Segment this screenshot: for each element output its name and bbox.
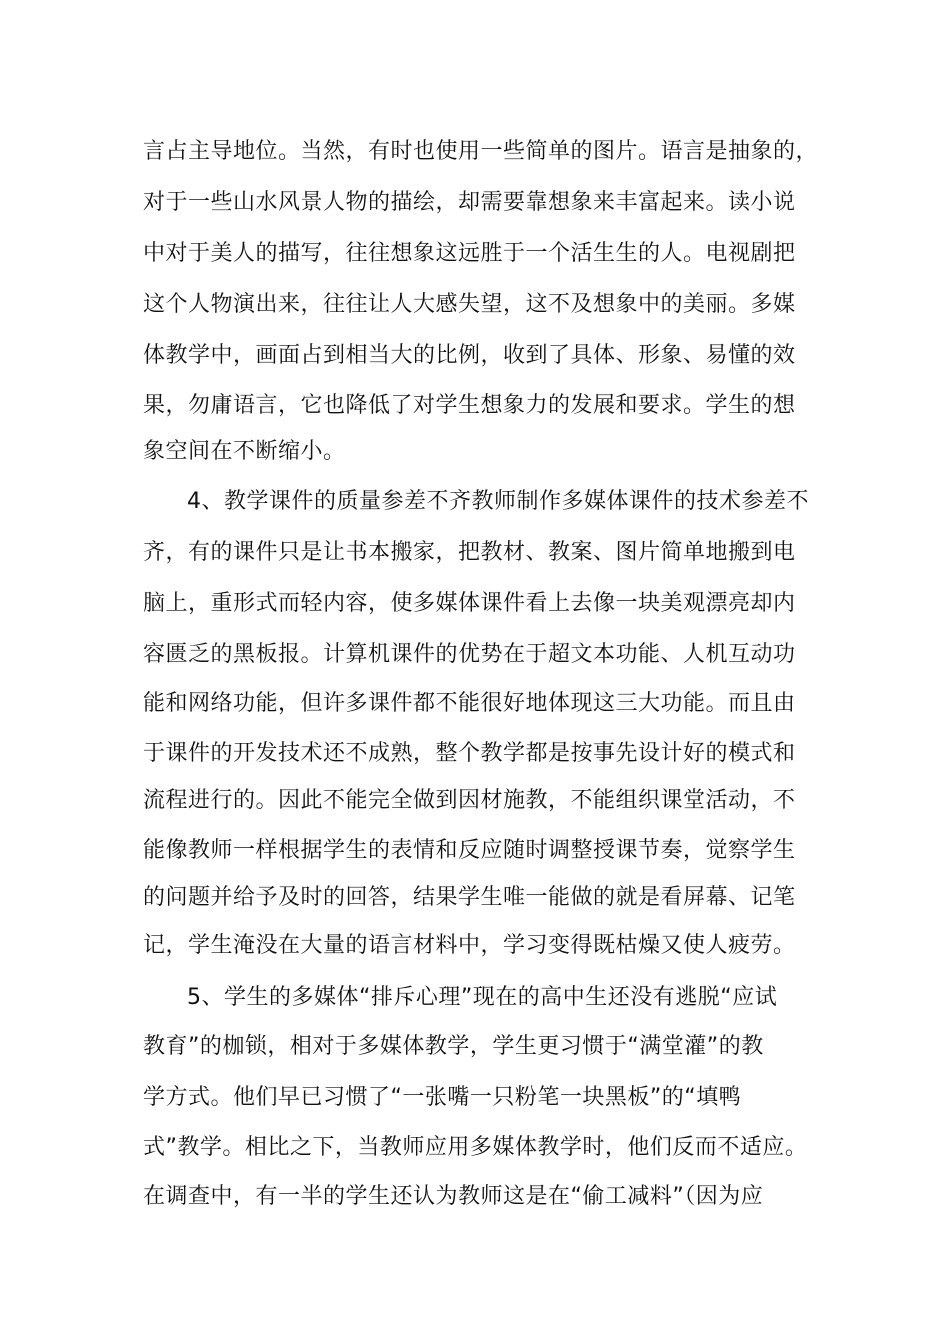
text-line: 容匮乏的黑板报。计算机课件的优势在于超文本功能、人机互动功 xyxy=(143,642,796,667)
paragraph-4-heading-line: 4、教学课件的质量参差不齐教师制作多媒体课件的技术参差不 xyxy=(187,489,809,514)
text-line: 齐，有的课件只是让书本搬家，把教材、教案、图片简单地搬到电 xyxy=(143,540,796,565)
text-line: 能和网络功能，但许多课件都不能很好地体现这三大功能。而且由 xyxy=(143,691,796,716)
text-line: 于课件的开发技术还不成熟，整个教学都是按事先设计好的模式和 xyxy=(143,741,796,766)
text-line: 象空间在不断缩小。 xyxy=(143,439,346,464)
text-line: 这个人物演出来，往往让人大感失望，这不及想象中的美丽。多媒 xyxy=(143,292,796,317)
paragraph-5-heading-line: 5、学生的多媒体“排斥心理”现在的高中生还没有逃脱“应试 xyxy=(187,985,778,1010)
text-line: 果，勿庸语言，它也降低了对学生想象力的发展和要求。学生的想 xyxy=(143,393,796,418)
text-line: 的问题并给予及时的回答，结果学生唯一能做的就是看屏幕、记笔 xyxy=(143,885,796,910)
text-line: 对于一些山水风景人物的描绘，却需要靠想象来丰富起来。读小说 xyxy=(143,190,796,215)
text-line: 能像教师一样根据学生的表情和反应随时调整授课节奏，觉察学生 xyxy=(143,838,796,863)
text-line: 中对于美人的描写，往往想象这远胜于一个活生生的人。电视剧把 xyxy=(143,241,796,266)
text-line: 言占主导地位。当然，有时也使用一些简单的图片。语言是抽象的， xyxy=(143,139,819,164)
text-line: 学方式。他们早已习惯了“一张嘴一只粉笔一块黑板”的“填鸭 xyxy=(143,1085,742,1110)
text-line: 在调查中，有一半的学生还认为教师这是在“偷工减料”（因为应 xyxy=(143,1184,764,1209)
text-line: 教育”的枷锁，相对于多媒体教学，学生更习惯于“满堂灌”的教 xyxy=(143,1034,764,1059)
text-line: 记，学生淹没在大量的语言材料中，学习变得既枯燥又使人疲劳。 xyxy=(143,933,796,958)
text-line: 式”教学。相比之下，当教师应用多媒体教学时，他们反而不适应。 xyxy=(143,1135,808,1160)
text-line: 流程进行的。因此不能完全做到因材施教，不能组织课堂活动，不 xyxy=(143,788,796,813)
text-line: 体教学中，画面占到相当大的比例，收到了具体、形象、易懂的效 xyxy=(143,343,796,368)
text-line: 脑上，重形式而轻内容，使多媒体课件看上去像一块美观漂亮却内 xyxy=(143,591,796,616)
